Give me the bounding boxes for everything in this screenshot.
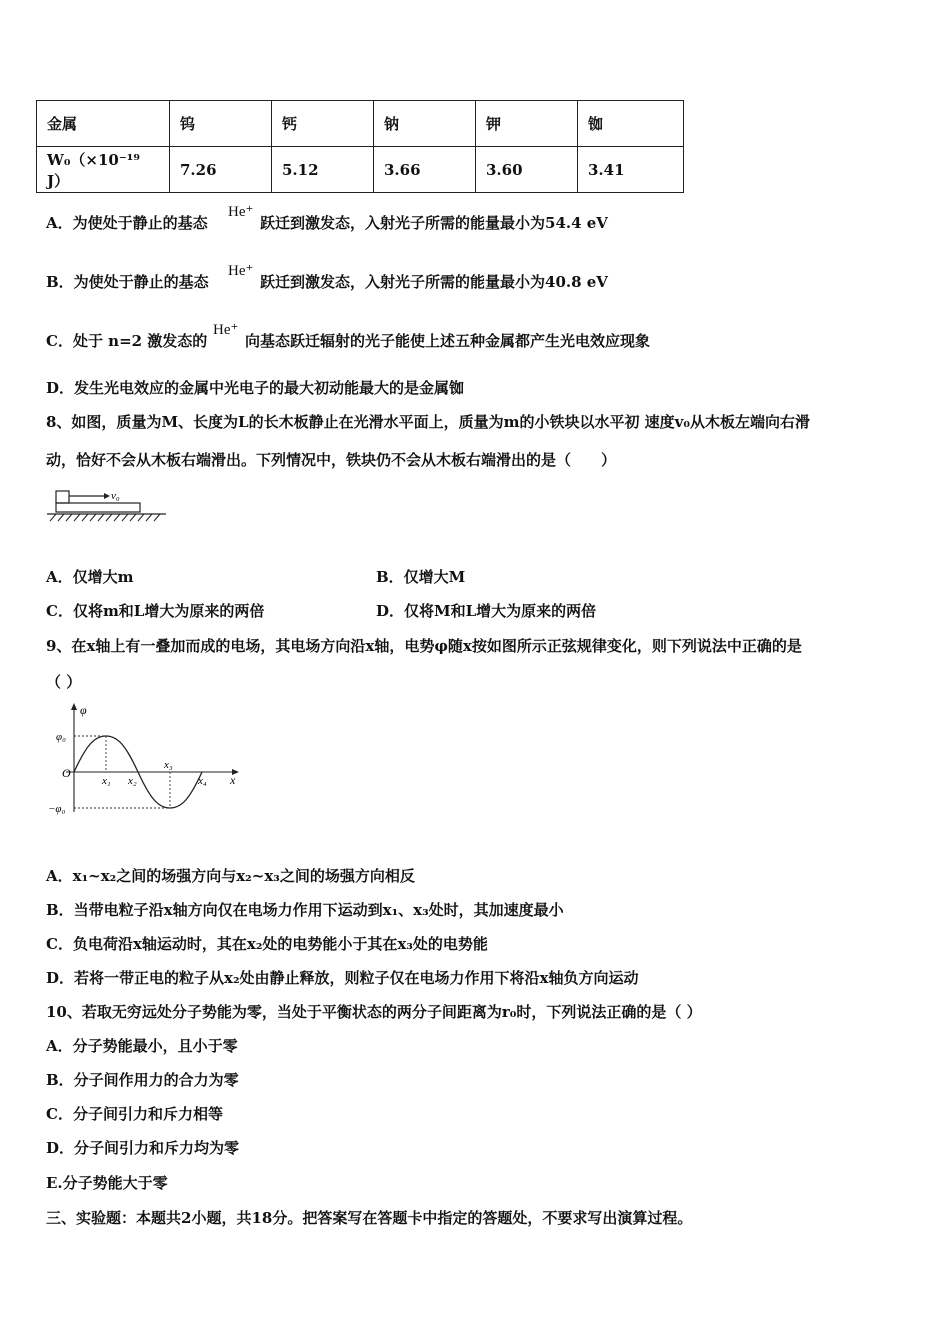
q8-option-c: C．仅将m和L增大为原来的两倍 (46, 602, 265, 620)
q10-option-d: D．分子间引力和斥力均为零 (46, 1139, 240, 1157)
q9-option-b: B．当带电粒子沿x轴方向仅在电场力作用下运动到x₁、x₃处时，其加速度最小 (46, 901, 564, 919)
velocity-label: v₀ (111, 490, 120, 502)
table-cell: 钾 (476, 101, 578, 147)
q10-option-c: C．分子间引力和斥力相等 (46, 1105, 223, 1123)
q10-option-b: B．分子间作用力的合力为零 (46, 1071, 239, 1089)
q9-option-d: D．若将一带正电的粒子从x₂处由静止释放，则粒子仅在电场力作用下将沿x轴负方向运动 (46, 969, 639, 987)
phi-axis-arrow (71, 703, 77, 710)
q9-stem-line2: （ ） (46, 673, 82, 691)
q8-option-d: D．仅将M和L增大为原来的两倍 (376, 602, 597, 620)
q9-option-a: A．x₁~x₂之间的场强方向与x₂~x₃之间的场强方向相反 (46, 867, 415, 885)
q8-option-a: A．仅增大m (46, 568, 134, 586)
he-ion-label: He⁺ (213, 322, 239, 338)
table-cell: 3.66 (374, 147, 476, 193)
phi0-label: φ₀ (56, 731, 66, 743)
q9-option-c: C．负电荷沿x轴运动时，其在x₂处的电势能小于其在x₃处的电势能 (46, 935, 488, 953)
x2-label: x₂ (128, 775, 137, 787)
q7-option-b-suffix: 跃迁到激发态，入射光子所需的能量最小为40.8 eV (260, 273, 608, 291)
potential-graph (44, 700, 244, 820)
section3-heading: 三、实验题：本题共2小题，共18分。把答案写在答题卡中指定的答题处，不要求写出演算过程。 (46, 1209, 693, 1227)
he-ion-label: He⁺ (228, 204, 254, 220)
table-cell: 3.60 (476, 147, 578, 193)
q7-option-c-suffix: 向基态跃迁辐射的光子能使上述五种金属都产生光电效应现象 (245, 332, 651, 350)
block-board-figure (44, 484, 174, 534)
x3-label: x₃ (164, 759, 173, 771)
q8-stem-line2: 动，恰好不会从木板右端滑出。下列情况中，铁块仍不会从木板右端滑出的是（ ） (46, 451, 617, 469)
table-cell: 金属 (37, 101, 170, 147)
velocity-arrowhead (104, 493, 110, 499)
q9-stem-line1: 9、在x轴上有一叠加而成的电场，其电场方向沿x轴，电势φ随x按如图所示正弦规律变化，则下列说法中正确的是 (46, 637, 802, 655)
phi-label: φ (80, 703, 87, 717)
q7-option-c-prefix: C．处于 n=2 激发态的 (46, 332, 208, 350)
table-cell: 钨 (170, 101, 272, 147)
q8-option-b: B．仅增大M (376, 568, 466, 586)
neg-phi0-label: −φ₀ (48, 803, 66, 815)
q7-option-b-prefix: B．为使处于静止的基态 (46, 273, 209, 291)
table-row (37, 147, 684, 193)
table-cell: 钠 (374, 101, 476, 147)
q8-stem-line1: 8、如图，质量为M、长度为L的长木板静止在光滑水平面上，质量为m的小铁块以水平初 速度v₀从木板左端向右滑 (46, 413, 810, 431)
table-cell: 5.12 (272, 147, 374, 193)
table-cell: 3.41 (578, 147, 684, 193)
q7-option-a-suffix: 跃迁到激发态，入射光子所需的能量最小为54.4 eV (260, 214, 608, 232)
q7-option-d: D．发生光电效应的金属中光电子的最大初动能最大的是金属铷 (46, 379, 465, 397)
q10-option-a: A．分子势能最小，且小于零 (46, 1037, 238, 1055)
table-cell: 7.26 (170, 147, 272, 193)
x-label: x (230, 773, 236, 787)
he-ion-label: He⁺ (228, 263, 254, 279)
origin-label: O (62, 766, 71, 780)
q10-option-e: E.分子势能大于零 (46, 1174, 168, 1192)
table-header-row (37, 101, 684, 147)
iron-block (56, 491, 69, 503)
table-cell: 钙 (272, 101, 374, 147)
q10-stem: 10、若取无穷远处分子势能为零，当处于平衡状态的两分子间距离为r₀时，下列说法正确的是（ ） (46, 1003, 702, 1021)
long-board (56, 503, 140, 512)
work-function-table (36, 100, 684, 193)
x1-label: x₁ (102, 775, 111, 787)
ground-hatching (50, 514, 160, 521)
q7-option-a-prefix: A．为使处于静止的基态 (46, 214, 208, 232)
table-cell: W₀（×10⁻¹⁹ J） (37, 147, 170, 193)
table-cell: 铷 (578, 101, 684, 147)
x4-label: x₄ (198, 775, 207, 787)
